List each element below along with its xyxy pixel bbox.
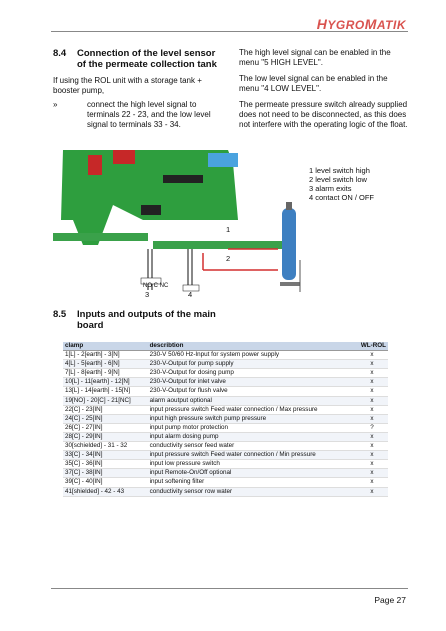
table-cell: x — [356, 432, 388, 441]
table-cell: 37[C] - 38[IN] — [63, 469, 148, 478]
table-row — [63, 405, 388, 414]
legend-item: 3 alarm exits — [309, 184, 352, 193]
table-cell: 4[L] - 5[earth] - 6[N] — [63, 360, 148, 369]
logo-part: ATIK — [376, 18, 406, 32]
section-8-5-heading — [53, 309, 228, 331]
table-cell: 13[L] - 14[earth] - 15[N] — [63, 387, 148, 396]
table-cell: input pressure switch Feed water connection / Min pressure — [148, 451, 356, 460]
logo-part: M — [364, 16, 377, 32]
section-title: Inputs and outputs of the main board — [77, 309, 216, 331]
section-8-4-heading — [53, 48, 225, 70]
table-row — [63, 487, 388, 496]
tank-cap — [286, 202, 292, 210]
table-row — [63, 451, 388, 460]
table-cell: input softening filter — [148, 478, 356, 487]
table-cell: x — [356, 369, 388, 378]
table-row — [63, 460, 388, 469]
table-cell: 33[C] - 34[IN] — [63, 451, 148, 460]
io-table — [63, 342, 388, 497]
legend-item: 2 level switch low — [309, 175, 367, 184]
bullet-item — [53, 100, 225, 130]
table-cell: x — [356, 414, 388, 423]
wiring-figure — [53, 145, 283, 300]
table-header: clamp — [63, 342, 148, 351]
section-8-4 — [53, 48, 225, 130]
table-cell: x — [356, 487, 388, 496]
table-cell: 7[L] - 8[earth] - 9[N] — [63, 369, 148, 378]
legend-item: 4 contact ON / OFF — [309, 193, 375, 202]
table-cell: 35[C] - 36[IN] — [63, 460, 148, 469]
chip — [163, 175, 203, 183]
figure-label-2: 2 — [226, 254, 231, 263]
table-header: WL-ROL — [356, 342, 388, 351]
table-cell: input high pressure switch pump pressure — [148, 414, 356, 423]
table-cell: x — [356, 460, 388, 469]
table-cell: 24[C] - 25[IN] — [63, 414, 148, 423]
table-cell: input pressure switch Feed water connection / Max pressure — [148, 405, 356, 414]
table-row — [63, 432, 388, 441]
table-cell: 1[L] - 2[earth] - 3[N] — [63, 351, 148, 360]
paragraph-high-level: The high level signal can be enabled in the menu "5 HIGH LEVEL". — [239, 48, 391, 67]
table-row — [63, 387, 388, 396]
table-cell: x — [356, 378, 388, 387]
table-cell: x — [356, 405, 388, 414]
table-cell: input Remote-On/Off optional — [148, 469, 356, 478]
table-cell: conductivity sensor row water — [148, 487, 356, 496]
table-cell: x — [356, 451, 388, 460]
table-row — [63, 378, 388, 387]
table-cell: 26[C] - 27[IN] — [63, 423, 148, 432]
table-cell: x — [356, 442, 388, 451]
table-header-row — [63, 342, 388, 351]
table-cell: ? — [356, 423, 388, 432]
table-cell: 41[shielded] - 42 - 43 — [63, 487, 148, 496]
figure-label-3: 3 — [145, 290, 150, 299]
logo-part: H — [316, 16, 328, 32]
table-row — [63, 360, 388, 369]
table-cell: x — [356, 360, 388, 369]
table-row — [63, 414, 388, 423]
section-title: Connection of the level sensor of the permeate collection tank — [77, 48, 217, 70]
table-cell: x — [356, 387, 388, 396]
paragraph-pressure-switch: The permeate pressure switch already supplied does not need to be disconnected, as this does not interfere with the operating logic of the float. — [239, 100, 408, 129]
storage-tank — [278, 200, 302, 295]
terminal-strip-left — [53, 233, 148, 241]
figure-label-1: 1 — [226, 225, 231, 234]
table-cell: 230-V 50/60 Hz-Input for system power supply — [148, 351, 356, 360]
table-cell: x — [356, 469, 388, 478]
table-cell: alarm aoutput optional — [148, 396, 356, 405]
table-cell: conductivity sensor feed water — [148, 442, 356, 451]
bullet-text: connect the high level signal to terminals 22 - 23, and the low level signal to terminals 33 - 34. — [87, 100, 211, 129]
relay — [113, 150, 135, 164]
table-row — [63, 396, 388, 405]
table-cell: input alarm dosing pump — [148, 432, 356, 441]
table-row — [63, 351, 388, 360]
table-cell: 39[C] - 40[IN] — [63, 478, 148, 487]
tank-body — [282, 208, 296, 280]
table-row — [63, 423, 388, 432]
section-number: 8.4 — [53, 48, 67, 59]
tank-base — [280, 282, 300, 286]
table-cell: x — [356, 478, 388, 487]
table-cell: x — [356, 396, 388, 405]
table-row — [63, 469, 388, 478]
right-column — [239, 48, 409, 130]
figure-legend — [309, 166, 374, 202]
table-row — [63, 442, 388, 451]
table-row — [63, 369, 388, 378]
terminal-strip-right — [153, 241, 283, 249]
connector — [208, 153, 238, 167]
table-cell: 22[C] - 23[IN] — [63, 405, 148, 414]
table-cell: 230-V-Output for pump supply — [148, 360, 356, 369]
table-cell: input low pressure switch — [148, 460, 356, 469]
table-cell: 230-V-Output for dosing pump — [148, 369, 356, 378]
hygromatik-logo — [317, 16, 406, 32]
intro-text: If using the ROL unit with a storage tank + booster pump, — [53, 76, 202, 95]
table-row — [63, 478, 388, 487]
table-cell: input pump motor protection — [148, 423, 356, 432]
figure-label-4: 4 — [188, 290, 193, 299]
chip — [141, 205, 161, 215]
footer-rule — [51, 588, 408, 589]
relay — [88, 155, 102, 175]
page-number: Page 27 — [374, 595, 406, 605]
table-cell: 28[C] - 29[IN] — [63, 432, 148, 441]
table-cell: 30[schielded] - 31 - 32 — [63, 442, 148, 451]
table-cell: 19[NO] - 20[C] - 21[NC] — [63, 396, 148, 405]
table-header: describtion — [148, 342, 356, 351]
table-cell: 230-V-Output for inlet valve — [148, 378, 356, 387]
header-rule — [51, 31, 408, 32]
legend-item: 1 level switch high — [309, 166, 370, 175]
bullet-marker: » — [53, 100, 58, 109]
table-cell: x — [356, 351, 388, 360]
logo-part: YGRO — [327, 18, 365, 32]
table-cell: 10[L] - 11[earth] - 12[N] — [63, 378, 148, 387]
table-cell: 230-V-Output for flush valve — [148, 387, 356, 396]
paragraph-low-level: The low level signal can be enabled in the menu "4 LOW LEVEL". — [239, 74, 388, 93]
no-c-nc-label: NO C NC — [143, 283, 169, 289]
table-body — [63, 351, 388, 497]
section-number: 8.5 — [53, 309, 67, 320]
